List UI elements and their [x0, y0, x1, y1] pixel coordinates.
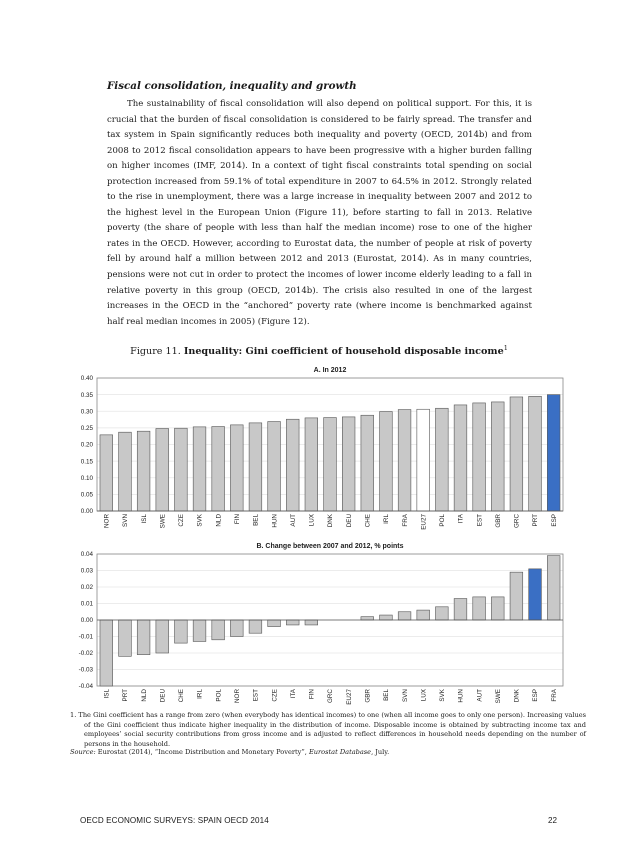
x-tick-label: GBR [364, 689, 372, 703]
bar-est [473, 403, 486, 511]
y-tick-label: 0.30 [80, 408, 93, 416]
x-tick-label: PRT [532, 514, 540, 527]
source-label: Source: [70, 748, 96, 756]
x-tick-label: BEL [383, 689, 391, 701]
bar-nld [212, 427, 225, 511]
bar-swe [491, 597, 504, 620]
x-tick-label: ESP [532, 689, 540, 702]
x-tick-label: BEL [252, 514, 260, 526]
x-tick-label: GRC [327, 689, 335, 703]
bar-lux [305, 418, 318, 511]
bar-irl [193, 620, 206, 641]
bar-esp [547, 395, 560, 511]
x-tick-label: POL [215, 689, 223, 702]
bar-pol [436, 408, 449, 511]
x-tick-label: EU27 [345, 689, 353, 705]
bar-aut [473, 597, 486, 620]
x-tick-label: ITA [457, 514, 465, 524]
bar-eu27 [417, 409, 430, 511]
x-tick-label: DNK [513, 689, 521, 703]
bar-dnk [324, 418, 337, 511]
figure-title-text: Inequality: Gini coefficient of household disposable income [183, 346, 504, 358]
y-tick-label: 0.00 [80, 617, 93, 625]
y-tick-label: -0.04 [78, 683, 93, 691]
x-tick-label: GBR [494, 514, 502, 528]
y-tick-label: -0.03 [78, 666, 93, 674]
source-database: Eurostat Database [308, 748, 372, 756]
x-tick-label: FIN [308, 689, 316, 700]
figure-title [0, 344, 638, 357]
page-number: 22 [548, 816, 558, 825]
bar-isl [137, 431, 150, 511]
bar-svk [436, 607, 449, 620]
x-tick-label: HUN [457, 689, 465, 703]
x-tick-label: IRL [196, 689, 204, 699]
y-tick-label: -0.02 [78, 650, 93, 658]
x-tick-label: EST [252, 689, 260, 702]
bar-swe [156, 429, 169, 511]
bar-fin [305, 620, 318, 625]
figure-footnote-marker: 1 [503, 344, 508, 352]
y-tick-label: 0.03 [80, 567, 93, 575]
bar-prt [119, 620, 132, 656]
x-tick-label: IRL [383, 514, 391, 524]
bar-deu [342, 417, 355, 511]
bar-hun [454, 599, 467, 620]
x-tick-label: HUN [271, 514, 279, 528]
figure-source [70, 748, 572, 758]
y-tick-label: -0.01 [78, 633, 93, 641]
bar-svn [398, 612, 411, 620]
footer-publication: OECD ECONOMIC SURVEYS: SPAIN OECD 2014 [80, 816, 269, 825]
x-tick-label: DEU [345, 514, 353, 528]
x-tick-label: DEU [159, 689, 167, 703]
bar-est [249, 620, 262, 633]
bar-pol [212, 620, 225, 640]
x-tick-label: CHE [364, 514, 372, 528]
y-tick-label: 0.20 [80, 441, 93, 449]
section-heading: Fiscal consolidation, inequality and growth [107, 80, 357, 92]
bar-nld [137, 620, 150, 655]
bar-cze [268, 620, 281, 627]
bar-che [175, 620, 188, 643]
x-tick-label: CZE [271, 689, 279, 702]
chart-panel-b [0, 540, 638, 705]
y-tick-label: 0.25 [80, 425, 93, 433]
x-tick-label: NLD [140, 689, 148, 702]
x-tick-label: SVN [122, 514, 130, 527]
bar-prt [529, 396, 542, 511]
x-tick-label: SWE [159, 514, 167, 529]
bar-dnk [510, 572, 523, 620]
body-paragraph: The sustainability of fiscal consolidation will also depend on political support. For this, it is crucial that the burden of fiscal consolidation is considered to be fairly spread. The transfer and tax system in Spain significantly reduces both inequality and poverty (OECD, 2014b) and from 2008 to 2012 fiscal consolidation appears to have been progressive with a higher burden falling on higher incomes (IMF, 2014). In a context of tight fiscal constraints total spending on social protection increased from 59.1% of total expenditure in 2007 to 64.5% in 2012. Strongly related to the rise in unemployment, there was a large increase in inequality between 2007 and 2012 to the highest level in the European Union (Figure 11), before starting to fall in 2013. Relative poverty (the share of people with less than half the median income) rose to one of the higher rates in the OECD. However, according to Eurostat data, the number of people at risk of poverty fell by around half a million between 2012 and 2013 (Eurostat, 2014). As in many countries, pensions were not cut in order to protect the incomes of lower income elderly leading to a fall in relative poverty in this group (OECD, 2014b). The crisis also resulted in one of the largest increases in the OECD in the “anchored” poverty rate (where income is benchmarked against half real median incomes in 2005) (Figure 12). [107, 99, 532, 327]
bar-aut [286, 419, 299, 511]
x-tick-label: FRA [401, 514, 409, 527]
x-tick-label: POL [439, 514, 447, 527]
source-end: , July. [371, 748, 390, 756]
x-tick-label: NOR [234, 689, 241, 703]
x-tick-label: ISL [140, 514, 148, 524]
x-tick-label: SVN [401, 689, 409, 702]
y-tick-label: 0.04 [80, 551, 93, 559]
x-tick-label: LUX [308, 514, 316, 527]
bar-ita [286, 620, 299, 625]
bar-esp [529, 569, 542, 620]
y-tick-label: 0.02 [80, 584, 93, 592]
bar-bel [380, 615, 393, 620]
bar-irl [380, 412, 393, 511]
x-tick-label: EU27 [420, 514, 428, 530]
x-tick-label: EST [476, 514, 484, 527]
bar-lux [417, 610, 430, 620]
x-tick-label: NOR [103, 514, 111, 528]
bar-fin [230, 425, 243, 511]
bar-bel [249, 423, 262, 511]
bar-grc [510, 397, 523, 511]
y-tick-label: 0.40 [80, 375, 93, 383]
y-tick-label: 0.00 [80, 508, 93, 516]
figure-note-1: 1. The Gini coefficient has a range from zero (when everybody has identical incomes) to one (when all income goes to only one person). Increasing values of the Gini coefficient thus indicate higher inequality in the distribution of income. Disposable income is obtained by subtracting income tax and employees’ social security contributions from gross income and is adjusted to reflect differences in household needs depending on the number of persons in the household. [70, 711, 586, 748]
x-tick-label: CHE [178, 689, 186, 703]
panel-title: A. In 2012 [313, 367, 347, 374]
x-tick-label: ESP [550, 514, 558, 527]
x-tick-label: LUX [420, 689, 428, 702]
x-tick-label: AUT [289, 514, 297, 527]
y-tick-label: 0.01 [80, 600, 93, 608]
bar-deu [156, 620, 169, 653]
y-tick-label: 0.15 [80, 458, 93, 466]
x-tick-label: SVK [196, 514, 204, 527]
x-tick-label: SWE [494, 689, 502, 704]
x-tick-label: NLD [215, 514, 223, 527]
bar-nor [100, 435, 113, 511]
bar-cze [175, 428, 188, 511]
y-tick-label: 0.10 [80, 474, 93, 482]
x-tick-label: FIN [234, 514, 241, 525]
bar-gbr [491, 402, 504, 511]
bar-isl [100, 620, 113, 686]
source-text: Eurostat (2014), “Income Distribution and Monetary Poverty”, [95, 748, 309, 756]
chart-panel-a [0, 360, 638, 538]
x-tick-label: PRT [122, 689, 130, 702]
x-tick-label: FRA [550, 689, 558, 702]
x-tick-label: GRC [513, 514, 521, 528]
bar-nor [230, 620, 243, 637]
x-tick-label: ITA [289, 689, 297, 699]
panel-title: B. Change between 2007 and 2012, % points [256, 543, 404, 550]
y-tick-label: 0.05 [80, 491, 93, 499]
bar-svn [119, 432, 132, 511]
x-tick-label: SVK [439, 689, 447, 702]
bar-fra [547, 556, 560, 620]
figure-number: Figure 11. [130, 346, 181, 358]
bar-ita [454, 405, 467, 511]
bar-hun [268, 422, 281, 511]
bar-gbr [361, 617, 374, 620]
x-tick-label: DNK [327, 514, 335, 528]
bar-fra [398, 410, 411, 511]
bar-svk [193, 427, 206, 511]
x-tick-label: AUT [476, 689, 484, 702]
y-tick-label: 0.35 [80, 391, 93, 399]
x-tick-label: CZE [178, 514, 186, 527]
x-tick-label: ISL [103, 689, 111, 699]
bar-che [361, 415, 374, 511]
